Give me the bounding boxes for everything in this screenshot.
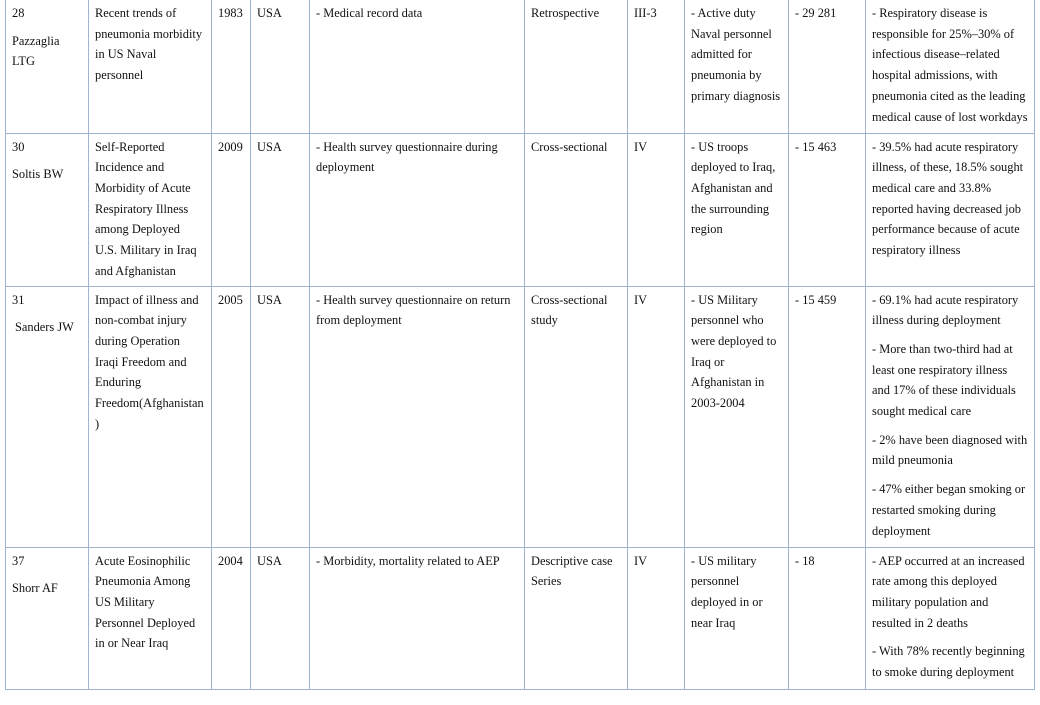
data-source: - Morbidity, mortality related to AEP [310,547,525,689]
finding-item: - More than two-third had at least one respiratory illness and 17% of these individuals sought medical care [872,341,1016,419]
sample-size: - 15 459 [789,286,866,547]
finding-item: - Respiratory disease is responsible for 25%–30% of infectious disease–related hospital admissions, with pneumonia cited as the leading medical cause of lost workdays [872,6,1028,124]
ref-author-cell [6,547,89,689]
data-source: - Health survey questionnaire on return from deployment [310,286,525,547]
reference-number: 30 [12,139,25,154]
study-design: Descriptive case Series [525,547,628,689]
finding-item: - 2% have been diagnosed with mild pneumonia [872,432,1028,468]
ref-author-cell [6,133,89,286]
study-population: - Active duty Naval personnel admitted for pneumonia by primary diagnosis [685,0,789,133]
first-author: Soltis BW [12,167,64,182]
evidence-level: IV [628,286,685,547]
study-country: USA [251,0,310,133]
ref-author-cell [6,0,89,133]
study-design: Cross-sectional [525,133,628,286]
findings-cell [866,286,1035,547]
study-title: Recent trends of pneumonia morbidity in US Naval personnel [89,0,212,133]
table-row [6,133,1035,286]
study-country: USA [251,133,310,286]
study-population: - US military personnel deployed in or near Iraq [685,547,789,689]
study-country: USA [251,547,310,689]
first-author: Pazzaglia LTG [12,33,60,69]
finding-item: - 39.5% had acute respiratory illness, of these, 18.5% sought medical care and 33.8% reported having decreased job performance because of acute respiratory illness [872,139,1024,258]
table-row [6,0,1035,133]
evidence-level: III-3 [628,0,685,133]
study-population: - US Military personnel who were deployed to Iraq or Afghanistan in 2003-2004 [685,286,789,547]
reference-number: 28 [12,6,25,20]
reference-number: 31 [12,292,25,307]
study-year: 1983 [212,0,251,133]
study-population: - US troops deployed to Iraq, Afghanistan and the surrounding region [685,133,789,286]
study-design: Retrospective [525,0,628,133]
finding-item: - With 78% recently beginning to smoke during deployment [872,644,1025,680]
table-row [6,286,1035,547]
data-source: - Medical record data [310,0,525,133]
evidence-level: IV [628,133,685,286]
table-row [6,547,1035,689]
reference-number: 37 [12,553,25,568]
study-title: Impact of illness and non-combat injury during Operation Iraqi Freedom and Enduring Freedom(Afghanistan) [89,286,212,547]
study-title: Self-Reported Incidence and Morbidity of Acute Respiratory Illness among Deployed U.S. Military in Iraq and Afghanistan [89,133,212,286]
findings-cell [866,0,1035,133]
ref-author-cell [6,286,89,547]
study-year: 2005 [212,286,251,547]
first-author: Sanders JW [15,320,74,335]
finding-item: - 47% either began smoking or restarted smoking during deployment [872,482,1026,538]
findings-cell [866,547,1035,689]
study-year: 2004 [212,547,251,689]
findings-cell [866,133,1035,286]
data-source: - Health survey questionnaire during deployment [310,133,525,286]
study-title: Acute Eosinophilic Pneumonia Among US Military Personnel Deployed in or Near Iraq [89,547,212,689]
evidence-level: IV [628,547,685,689]
first-author: Shorr AF [12,581,58,596]
sample-size: - 15 463 [789,133,866,286]
finding-item: - 69.1% had acute respiratory illness during deployment [872,292,1019,328]
finding-item: - AEP occurred at an increased rate among this deployed military population and resulted in 2 deaths [872,553,1025,630]
study-country: USA [251,286,310,547]
literature-table [5,0,1035,690]
study-year: 2009 [212,133,251,286]
study-design: Cross-sectional study [525,286,628,547]
sample-size: - 18 [789,547,866,689]
sample-size: - 29 281 [789,0,866,133]
